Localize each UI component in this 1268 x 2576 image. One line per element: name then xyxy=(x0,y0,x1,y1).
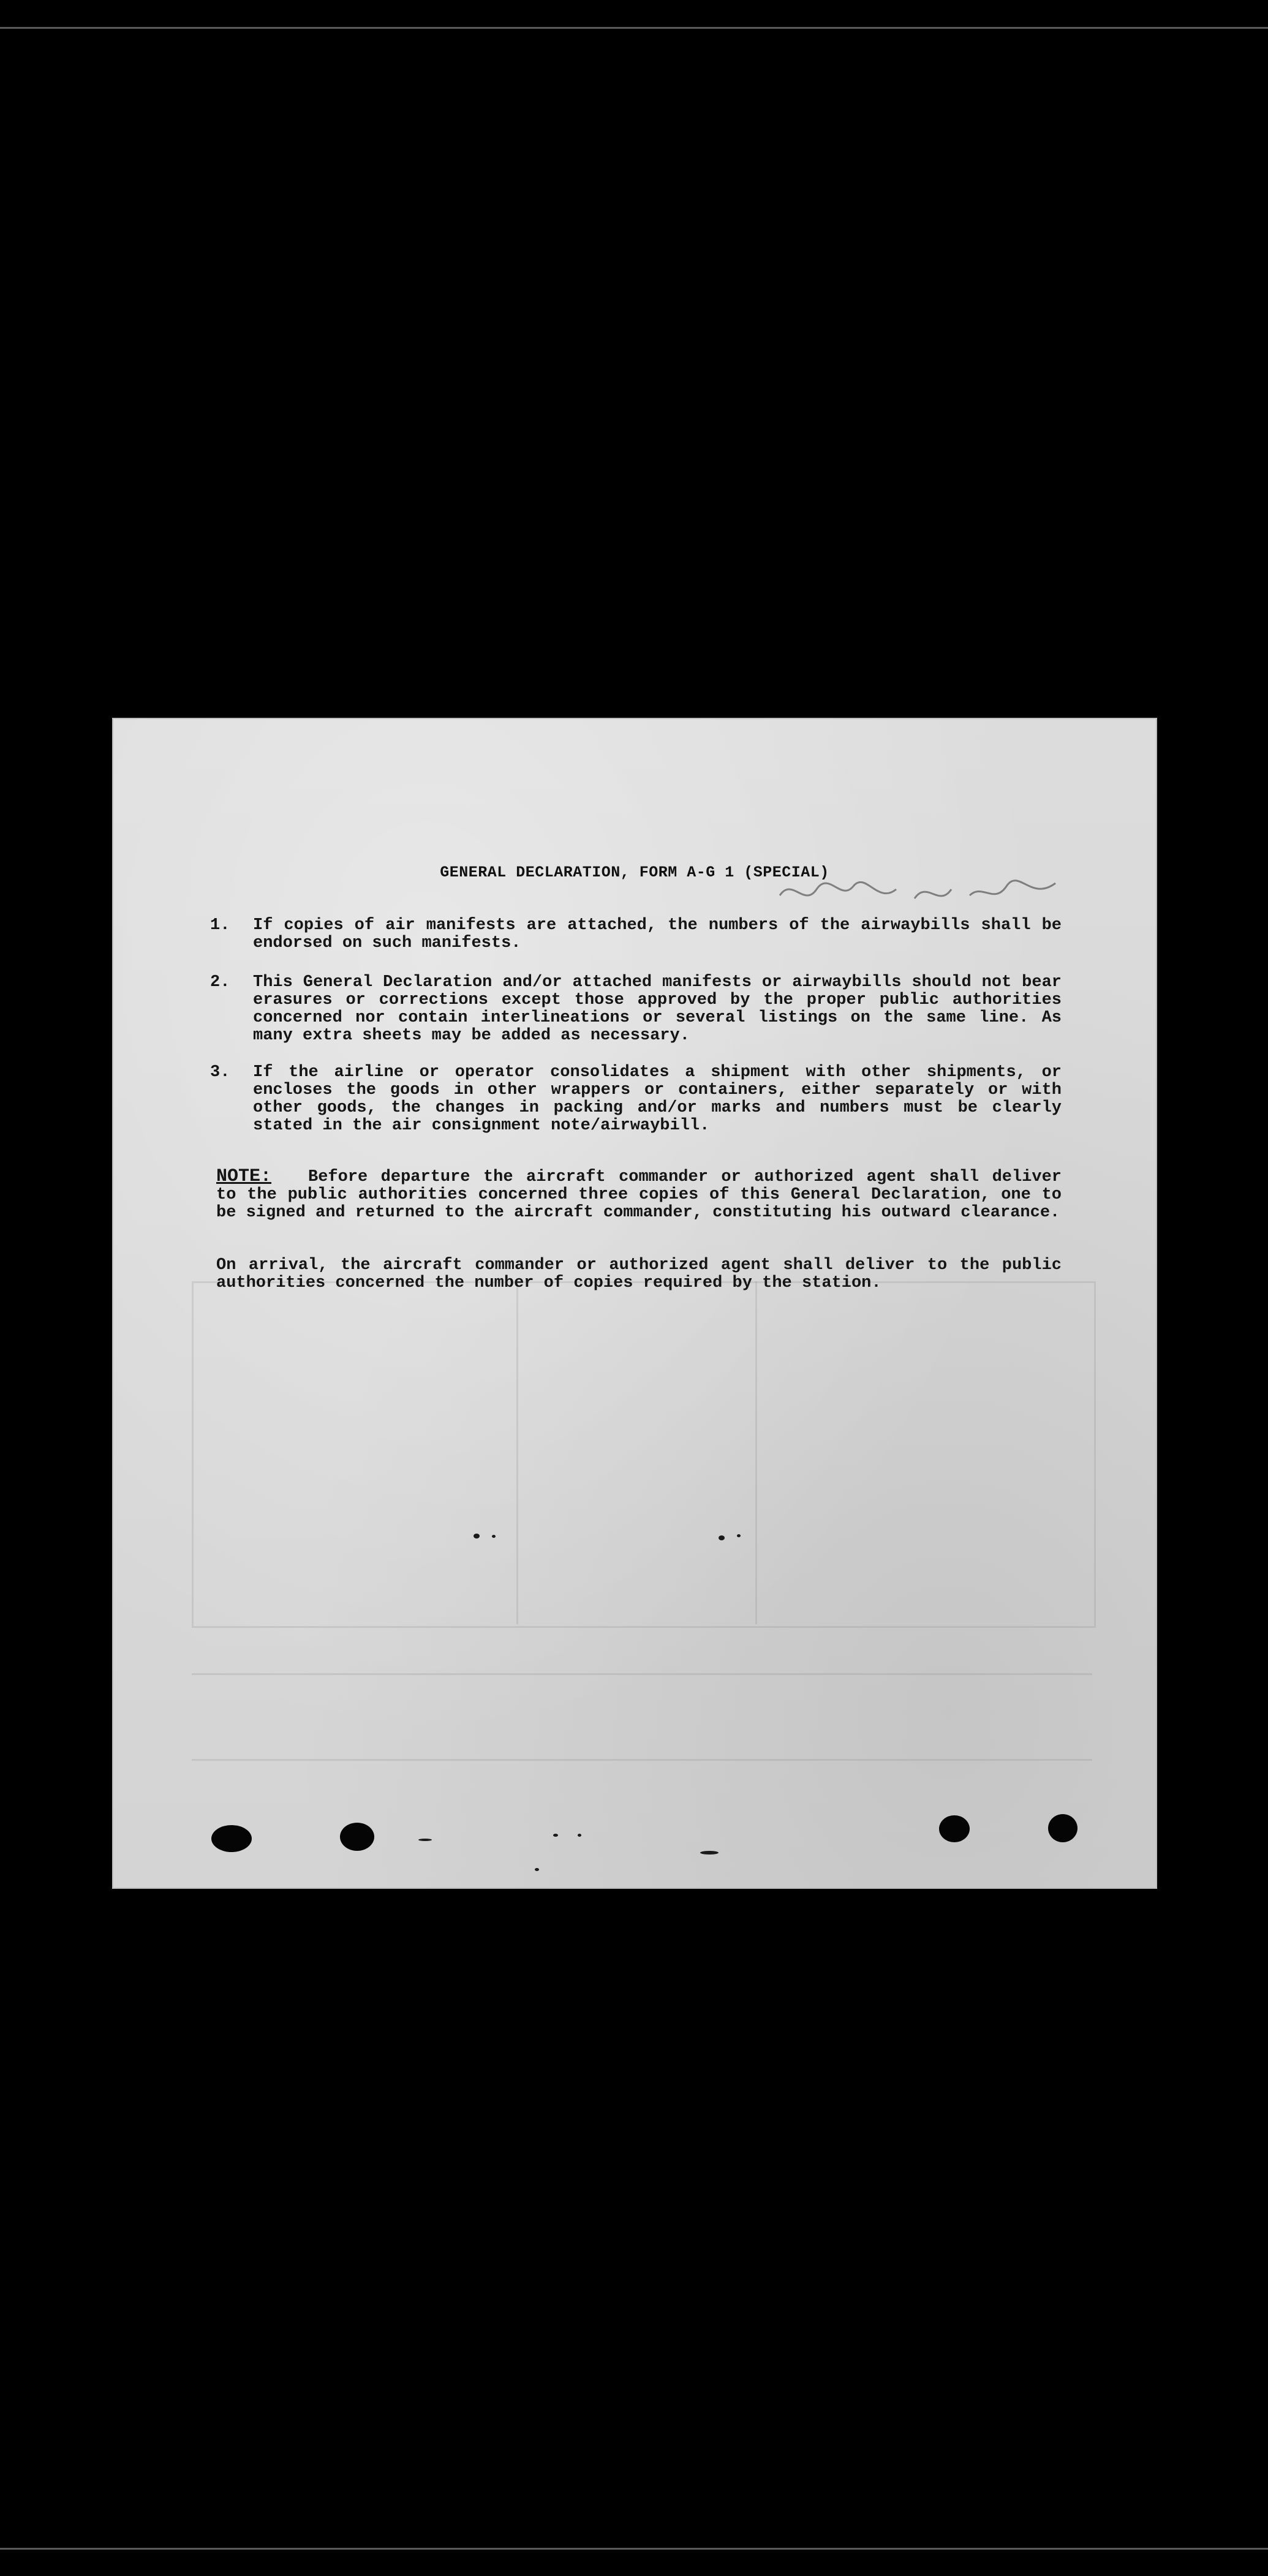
speck xyxy=(737,1534,741,1537)
speck xyxy=(492,1535,496,1538)
item-number: 2. xyxy=(210,973,230,992)
punch-hole xyxy=(211,1825,252,1852)
bottom-border-line xyxy=(0,2548,1268,2550)
speck xyxy=(418,1839,432,1841)
speck xyxy=(700,1851,719,1855)
item-text: If the airline or operator consolidates a shipment with other shipments, or encloses the goods in other wrappers or containers, either separately or with other goods, the changes in packing and/or marks and numbers must be clearly stated in the air consignment note/airwaybill. xyxy=(253,1063,1062,1135)
speck xyxy=(474,1534,480,1538)
show-through-line xyxy=(516,1281,518,1624)
show-through-box xyxy=(192,1281,1096,1628)
punch-hole xyxy=(340,1823,374,1851)
item-text: If copies of air manifests are attached, the numbers of the airwaybills shall be endorsed on such manifests. xyxy=(253,916,1062,952)
instruction-item-2 xyxy=(210,974,1062,1045)
handwritten-scribble xyxy=(774,871,1068,914)
speck xyxy=(535,1868,539,1871)
item-number: 3. xyxy=(210,1063,230,1082)
show-through-line xyxy=(755,1281,757,1624)
speck xyxy=(553,1834,558,1837)
punch-hole xyxy=(939,1815,970,1842)
document-page xyxy=(112,718,1157,1889)
note-text: Before departure the aircraft commander or authorized agent shall deliver to the public authorities concerned three copies of this General Declaration, one to be signed and returned to the aircraft commander, constituting his outward clearance. xyxy=(216,1168,1062,1222)
item-number: 1. xyxy=(210,916,230,935)
note-paragraph xyxy=(216,1168,1062,1222)
top-border-line xyxy=(0,27,1268,29)
speck xyxy=(719,1535,725,1540)
show-through-line xyxy=(192,1759,1092,1761)
item-text: This General Declaration and/or attached manifests or airwaybills should not bear erasures or corrections except those approved by the proper public authorities concerned nor contain interlineations or several listings on the same line. As many extra sheets may be added as necessary. xyxy=(253,973,1062,1045)
instruction-item-1 xyxy=(210,917,1062,952)
document-title: GENERAL DECLARATION, FORM A-G 1 (SPECIAL) xyxy=(440,864,829,881)
arrival-paragraph: On arrival, the aircraft commander or authorized agent shall deliver to the public authorities concerned the number of copies required by the station. xyxy=(216,1256,1062,1292)
speck xyxy=(578,1834,581,1837)
punch-hole xyxy=(1048,1814,1077,1842)
instruction-item-3 xyxy=(210,1064,1062,1135)
note-label: NOTE: xyxy=(216,1166,272,1187)
show-through-line xyxy=(192,1673,1092,1675)
